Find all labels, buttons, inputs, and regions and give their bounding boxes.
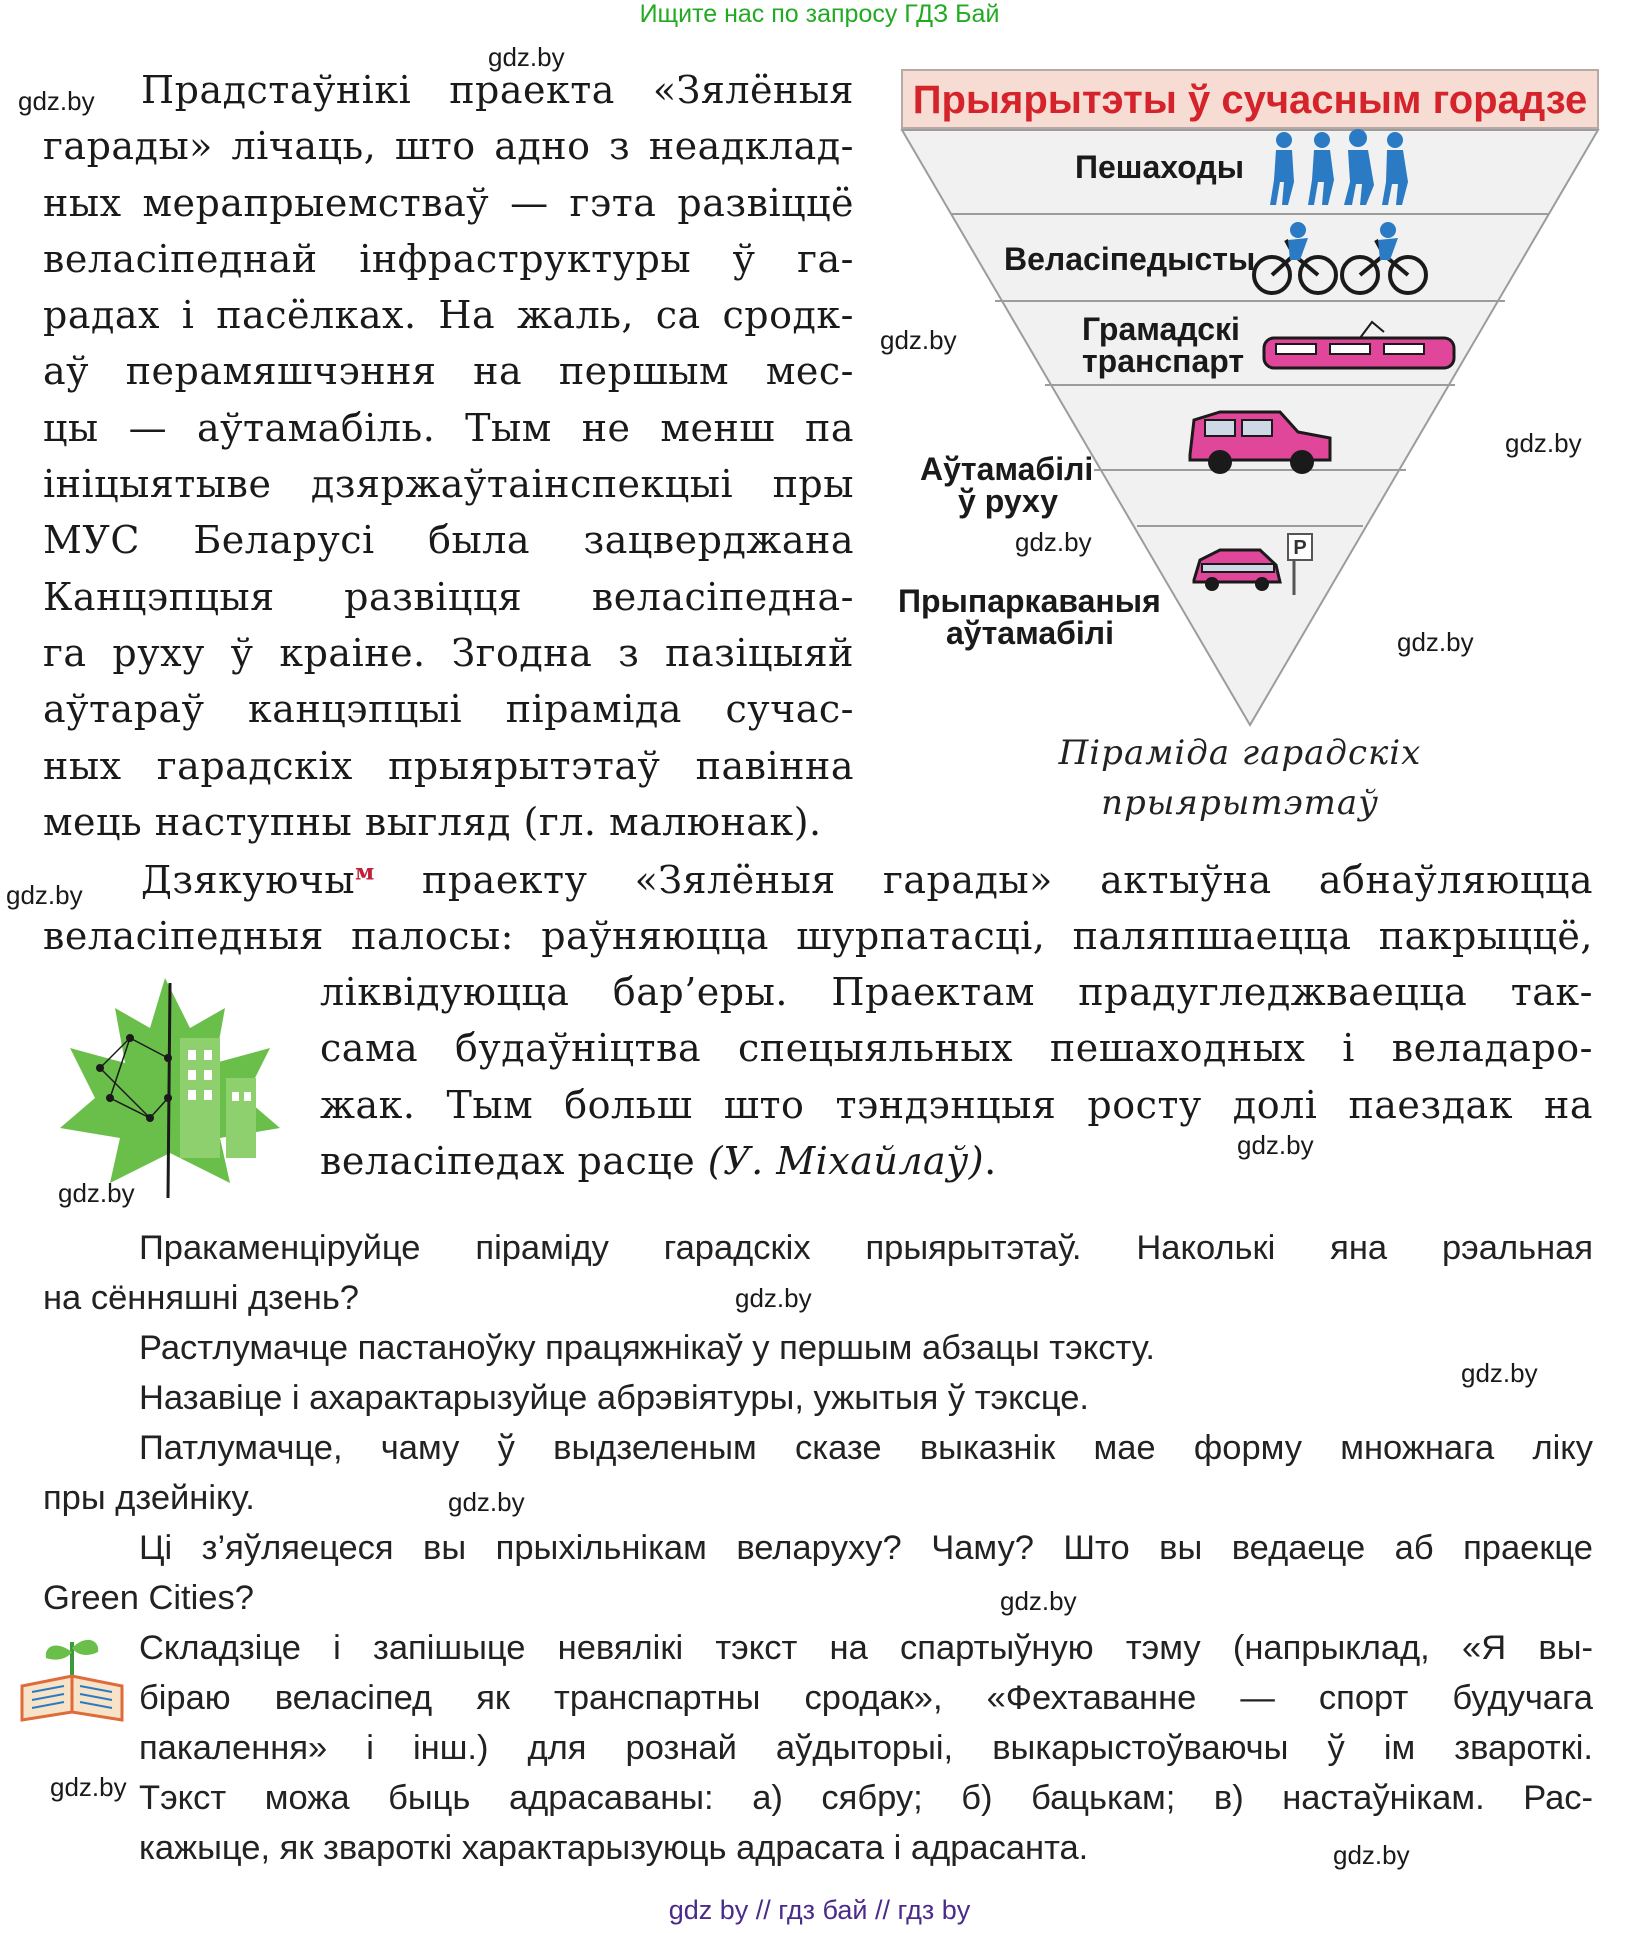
pyramid-level-label: аўтамабілі: [946, 615, 1114, 651]
question-line: Складзіце і запішыце невялікі тэкст на спартыўную тэму (напрыклад, «Я вы-: [139, 1629, 1593, 1667]
watermark: gdz.by: [1333, 1840, 1410, 1870]
top-banner: Ищите нас по запросу ГДЗ Бай: [639, 0, 1000, 28]
text-line: веласіпедныя палосы: раўняюцца шурпатасці, паляпшаецца пакрыццё,: [43, 914, 1593, 959]
watermark: gdz.by: [6, 880, 83, 910]
line-rest: праекту «Зялёныя гарады» актыўна абнаўляюцца: [422, 858, 1593, 902]
text-line: [320, 1133, 1593, 1189]
question-line: Растлумачце пастаноўку працяжнікаў у першым абзацы тэксту.: [139, 1329, 1156, 1367]
parking-sign-letter: P: [1293, 537, 1307, 559]
pyramid-level-label: Веласіпедысты: [1004, 241, 1256, 277]
pyramid-level-label: Пешаходы: [1075, 149, 1245, 185]
first-word: Дзякуючы: [141, 858, 356, 902]
question-line: Назавіце і ахарактарызуйце абрэвіятуры, ужытыя ў тэксце.: [139, 1379, 1089, 1417]
watermark: gdz.by: [735, 1283, 812, 1313]
last-line-start: веласіпедах расце: [320, 1138, 696, 1183]
text-line: ных мерапрыемстваў — гэта развіццё: [43, 180, 854, 225]
text-line: цы — аўтамабіль. Тым не менш па: [43, 405, 854, 450]
caption-line: Піраміда гарадскіх: [1058, 733, 1422, 773]
text-line: сама будаўніцтва спецыяльных пешаходных і веладаро-: [320, 1026, 1593, 1071]
text-line: Канцэпцыя развіцця веласіпедна-: [43, 574, 854, 619]
question-line: Пракаменціруйце піраміду гарадскіх прыярытэтаў. Наколькі яна рэальная: [139, 1229, 1593, 1267]
text-line: аўтараў канцэпцыі піраміда сучас-: [43, 687, 854, 732]
pyramid-level-label: Грамадскі: [1082, 311, 1240, 347]
watermark: gdz.by: [1015, 527, 1092, 557]
watermark: gdz.by: [50, 1772, 127, 1802]
pyramid-title: Прыярытэты ў сучасным горадзе: [912, 78, 1588, 122]
second-paragraph-indented: [320, 964, 1593, 1189]
book-sprout-icon: [16, 1630, 128, 1730]
question-line: Ці з’яўляецеся вы прыхільнікам велаpуху? Чаму? Што вы ведаеце аб праекце: [139, 1529, 1593, 1567]
question-line: пры дзейніку.: [43, 1479, 255, 1517]
green-city-leaf-icon: [40, 968, 290, 1198]
text-line: ініцыятыве дзяржаўтаінспекцыі пры: [43, 462, 854, 507]
text-line: МУС Беларусі была зацверджана: [43, 518, 854, 563]
watermark: gdz.by: [880, 325, 957, 355]
watermark: gdz.by: [448, 1487, 525, 1517]
author-citation: (У. Міхайлаў): [707, 1138, 985, 1183]
question-line: пакалення» і інш.) для рознай аўдыторыі, выкарыстоўваючы ў ім звароткі.: [139, 1729, 1593, 1767]
text-line: Прадстаўнікі праекта «Зялёныя: [141, 68, 854, 112]
pyramid-level-label: Аўтамабілі: [920, 451, 1094, 487]
pyramid-caption: [990, 728, 1490, 828]
text-line: жак. Тым больш што тэндэнцыя росту долі паездак на: [320, 1082, 1593, 1127]
main-paragraph: [43, 62, 854, 850]
question-4: [43, 1423, 1593, 1523]
pyramid-level-label: Прыпаркаваныя: [898, 583, 1161, 619]
second-paragraph-top: [43, 852, 1593, 965]
text-line: ліквідуюцца бар’еры. Праектам прадугледжваецца так-: [320, 970, 1593, 1014]
question-2: [139, 1323, 1155, 1373]
question-line: Патлумачце, чаму ў выдзеленым сказе выказнік мае форму множнага ліку: [139, 1429, 1593, 1467]
text-line: радах і пасёлках. На жаль, са сродк-: [43, 293, 854, 338]
watermark: gdz.by: [1461, 1358, 1538, 1388]
question-3: [139, 1373, 1089, 1423]
question-5: [43, 1523, 1593, 1623]
watermark: gdz.by: [1000, 1586, 1077, 1616]
text-line: аў перамяшчэння на першым мес-: [43, 349, 854, 394]
watermark: gdz.by: [18, 86, 95, 116]
watermark: gdz.by: [1505, 428, 1582, 458]
question-line: кажыце, як звароткі характарызуюць адрасата і адрасанта.: [139, 1829, 1089, 1867]
watermark: gdz.by: [488, 42, 565, 72]
text-line: веласіпеднай інфраструктуры ў га-: [43, 236, 854, 281]
superscript-marker: м: [355, 859, 375, 886]
last-line-end: .: [984, 1138, 997, 1183]
text-line: [43, 852, 1593, 908]
question-6: [139, 1623, 1593, 1873]
text-line: ных гарадскіх прыярытэтаў павінна: [43, 743, 854, 788]
question-line: біраю веласіпед як транспартны сродак», «Фехтаванне — спорт будучага: [139, 1679, 1593, 1717]
question-1: [43, 1223, 1593, 1323]
text-line: мець наступны выгляд (гл. малюнак).: [43, 799, 822, 844]
question-line: Green Cities?: [43, 1579, 254, 1617]
watermark: gdz.by: [58, 1178, 135, 1208]
watermark: gdz.by: [1237, 1130, 1314, 1160]
footer-links: gdz by // гдз бай // гдз by: [668, 1895, 971, 1925]
caption-line: прыярытэтаў: [1101, 783, 1379, 823]
pyramid-level-label: ў руху: [958, 483, 1058, 519]
question-line: Тэкст можа быць адрасаваны: а) сябру; б) бацькам; в) настаўнікам. Рас-: [139, 1779, 1593, 1817]
watermark: gdz.by: [1397, 627, 1474, 657]
priority-pyramid: [890, 60, 1610, 730]
text-line: гарады» лічаць, што адно з неадклад-: [43, 124, 854, 169]
question-line: на сённяшні дзень?: [43, 1279, 359, 1317]
pyramid-level-label: транспарт: [1082, 343, 1245, 379]
text-line: га руху ў краіне. Згодна з пазіцыяй: [43, 630, 854, 675]
